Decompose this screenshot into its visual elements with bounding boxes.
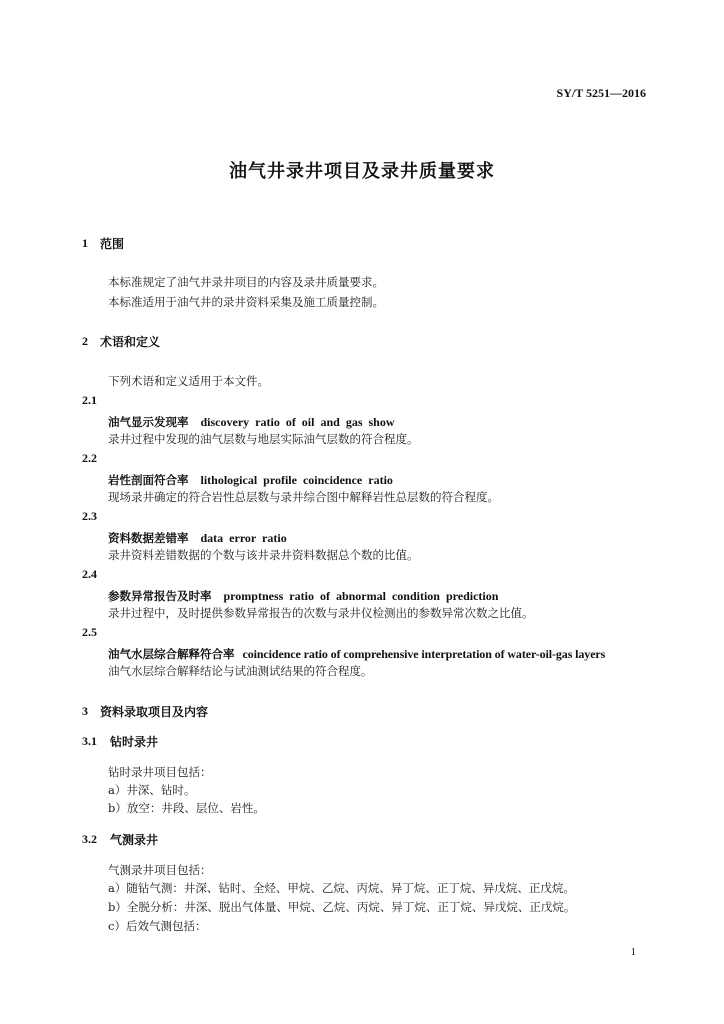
section-1-number: 1 [82,236,88,250]
section-3-title: 资料录取项目及内容 [100,705,209,719]
term-2-1-number: 2.1 [82,393,97,407]
section-2-number: 2 [82,334,88,348]
term-zh: 油气水层综合解释符合率 [108,647,235,661]
document-title: 油气井录井项目及录井质量要求 [229,161,495,182]
section-1-title: 范围 [100,237,125,251]
section-1-para-2: 本标准适用于油气井的录井资料采集及施工质量控制。 [108,295,384,309]
term-2-2-number: 2.2 [82,451,97,465]
list-item: a）井深、钻时。 [108,783,196,797]
page-number: 1 [630,946,636,958]
subsection-3-2-title: 气测录井 [110,833,159,847]
term-en: promptness ratio of abnormal condition prediction [223,589,499,603]
term-2-4-definition: 录井过程中，及时提供参数异常报告的次数与录井仪检测出的参数异常次数之比值。 [108,606,534,620]
standard-number: SY/T 5251—2016 [556,86,646,100]
section-3-number: 3 [82,704,88,718]
term-2-2-heading [108,469,393,488]
term-2-4-number: 2.4 [82,567,97,581]
list-item: b）放空：井段、层位、岩性。 [108,801,265,815]
term-en: coincidence ratio of comprehensive interpretation of water-oil-gas layers [242,647,606,661]
subsection-3-2-number: 3.2 [82,832,97,846]
term-en: lithological profile coincidence ratio [200,473,393,487]
term-zh: 资料数据差错率 [108,531,189,545]
list-item: b）全脱分析：井深、脱出气体量、甲烷、乙烷、丙烷、异丁烷、正丁烷、异戊烷、正戊烷。 [108,900,576,914]
term-zh: 岩性剖面符合率 [108,473,189,487]
term-2-3-number: 2.3 [82,509,97,523]
term-2-5-definition: 油气水层综合解释结论与试油测试结果的符合程度。 [108,664,373,678]
subsection-3-1-title: 钻时录井 [110,735,159,749]
subsection-3-2-intro: 气测录井项目包括： [108,863,212,877]
section-2-title: 术语和定义 [100,335,161,349]
term-2-4-heading [108,585,498,604]
list-item: c）后效气测包括： [108,919,207,933]
term-2-2-definition: 现场录井确定的符合岩性总层数与录井综合图中解释岩性总层数的符合程度。 [108,490,499,504]
term-2-5-number: 2.5 [82,625,97,639]
term-en: discovery ratio of oil and gas show [200,415,395,429]
term-zh: 油气显示发现率 [108,415,189,429]
term-2-1-definition: 录井过程中发现的油气层数与地层实际油气层数的符合程度。 [108,432,419,446]
term-2-1-heading [108,411,395,430]
term-2-3-heading [108,527,287,546]
term-2-3-definition: 录井资料差错数据的个数与该井录井资料数据总个数的比值。 [108,548,419,562]
term-en: data error ratio [200,531,287,545]
subsection-3-1-intro: 钻时录井项目包括： [108,765,212,779]
subsection-3-1-number: 3.1 [82,734,97,748]
list-item: a）随钻气测：井深、钻时、全烃、甲烷、乙烷、丙烷、异丁烷、正丁烷、异戊烷、正戊烷。 [108,881,575,895]
section-1-para-1: 本标准规定了油气井录井项目的内容及录井质量要求。 [108,275,384,289]
section-2-intro: 下列术语和定义适用于本文件。 [108,374,269,388]
term-2-5-heading [108,643,605,662]
term-zh: 参数异常报告及时率 [108,589,212,603]
